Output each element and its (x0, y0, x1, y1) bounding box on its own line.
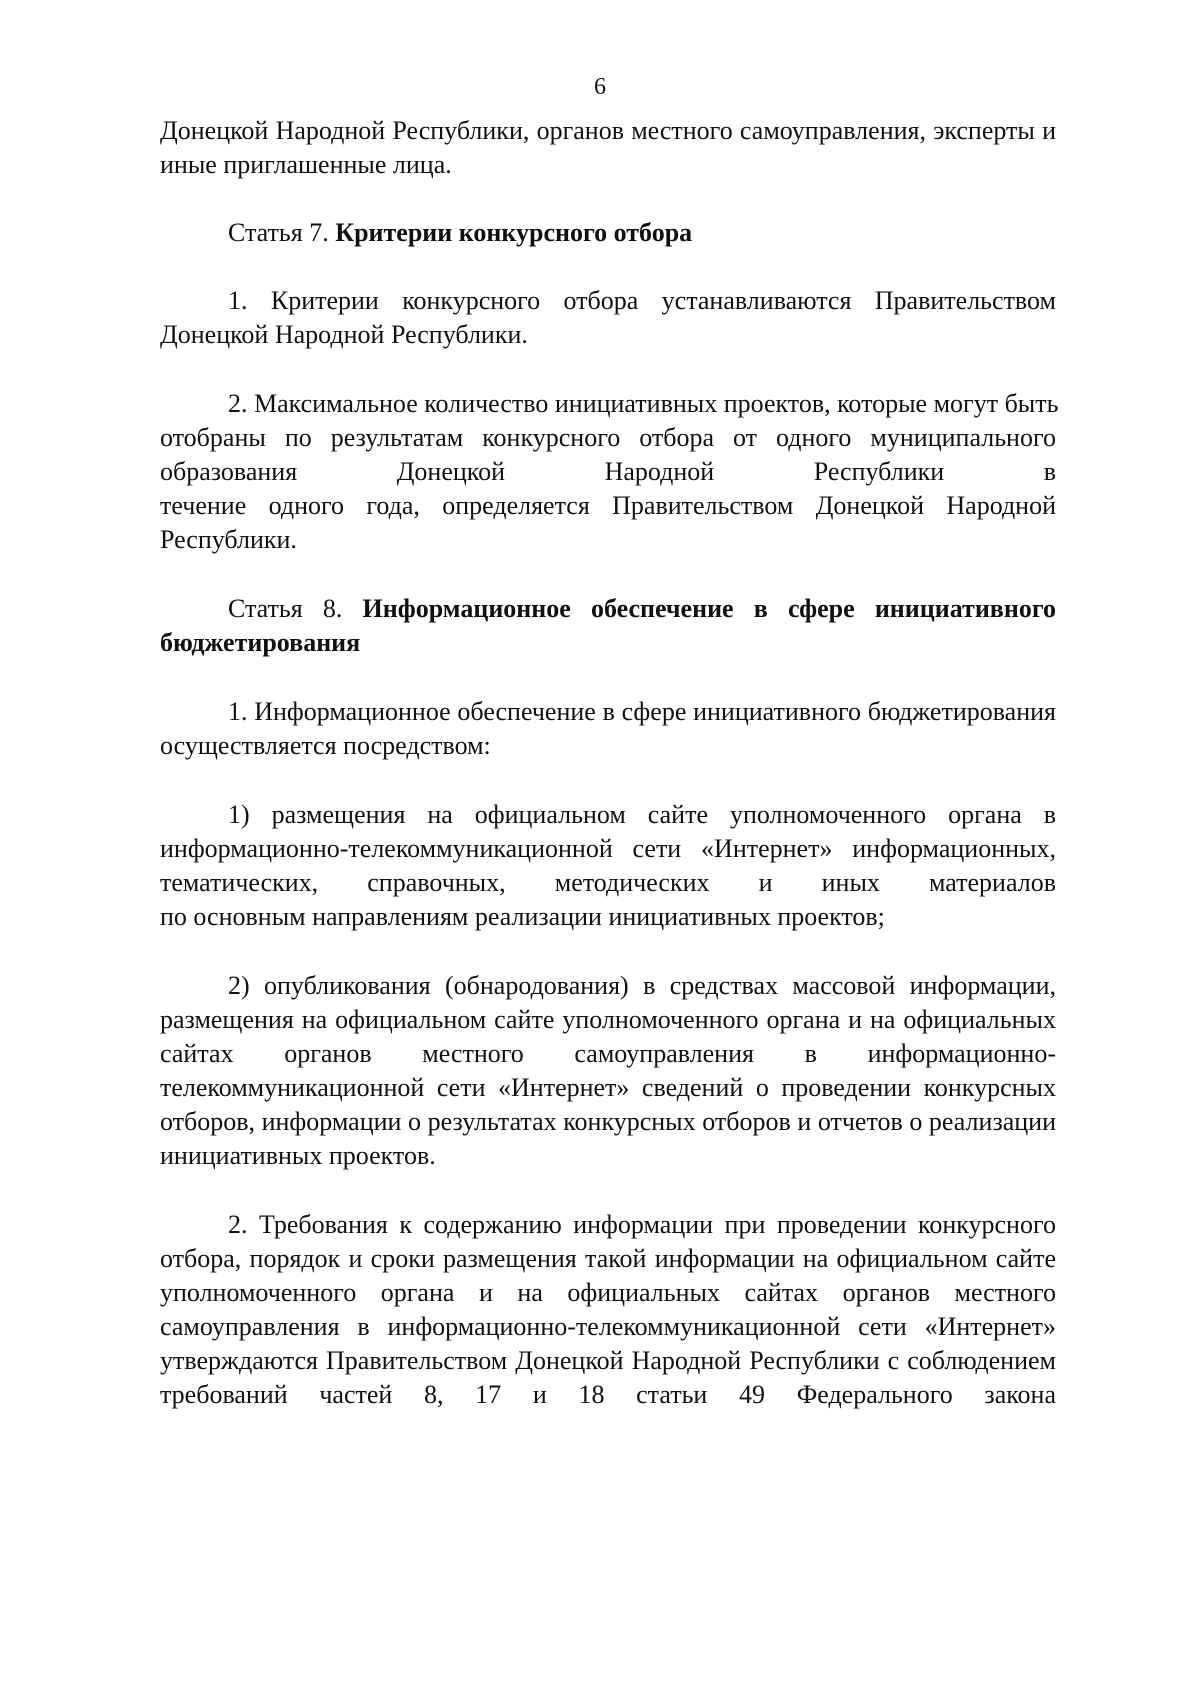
text-line: 2. Требования к содержанию информации при проведении конкурсного (228, 1210, 1056, 1239)
text-line: 2. Максимальное количество инициативных проектов, которые могут быть (228, 389, 1059, 418)
text-line: Республики. (160, 525, 297, 554)
text-line: Донецкой Народной Республики. (160, 320, 528, 349)
article-7-heading (228, 218, 692, 248)
text-line: тематических, справочных, методических и иных материалов (160, 868, 1056, 897)
text-line: отборов, информации о результатах конкурсных отборов и отчетов о реализации (160, 1107, 1056, 1136)
text-line: образования Донецкой Народной Республики в (160, 457, 1056, 486)
text-line: уполномоченного органа и на официальных сайтах органов местного (160, 1278, 1056, 1307)
text-line: телекоммуникационной сети «Интернет» сведений о проведении конкурсных (160, 1073, 1056, 1102)
text-line: самоуправления в информационно-телекоммуникационной сети «Интернет» (160, 1312, 1056, 1341)
text-line: отбора, порядок и сроки размещения такой информации на официальном сайте (160, 1244, 1056, 1273)
text-line: течение одного года, определяется Правительством Донецкой Народной (160, 491, 1056, 520)
article-8-title: Информационное обеспечение в сфере инициативного (362, 594, 1056, 623)
text-line: осуществляется посредством: (160, 731, 491, 760)
text-line: иные приглашенные лица. (160, 150, 452, 179)
text-line: по основным направлениям реализации инициативных проектов; (160, 902, 885, 931)
text-line: информационно-телекоммуникационной сети «Интернет» информационных, (160, 834, 1056, 863)
text-line: 1. Критерии конкурсного отбора устанавливаются Правительством (228, 286, 1056, 315)
page-number: 6 (594, 74, 606, 100)
text-line: Донецкой Народной Республики, органов местного самоуправления, эксперты и (160, 116, 1056, 145)
article-8-heading (228, 594, 1056, 624)
text-line: сайтах органов местного самоуправления в информационно- (160, 1039, 1056, 1068)
article-8-prefix: Статья 8. (228, 594, 363, 623)
article-7-prefix: Статья 7. (228, 218, 336, 247)
text-line: отобраны по результатам конкурсного отбора от одного муниципального (160, 423, 1056, 452)
text-line: требований частей 8, 17 и 18 статьи 49 Федерального закона (160, 1380, 1056, 1409)
text-line: 2) опубликования (обнародования) в средствах массовой информации, (228, 971, 1056, 1000)
article-8-title-continued: бюджетирования (160, 628, 361, 657)
text-line: 1) размещения на официальном сайте уполномоченного органа в (228, 800, 1056, 829)
text-line: размещения на официальном сайте уполномоченного органа и на официальных (160, 1005, 1056, 1034)
text-line: инициативных проектов. (160, 1141, 436, 1170)
text-line: утверждаются Правительством Донецкой Народной Республики с соблюдением (160, 1346, 1056, 1375)
article-7-title: Критерии конкурсного отбора (335, 218, 693, 247)
text-line: 1. Информационное обеспечение в сфере инициативного бюджетирования (228, 697, 1056, 726)
